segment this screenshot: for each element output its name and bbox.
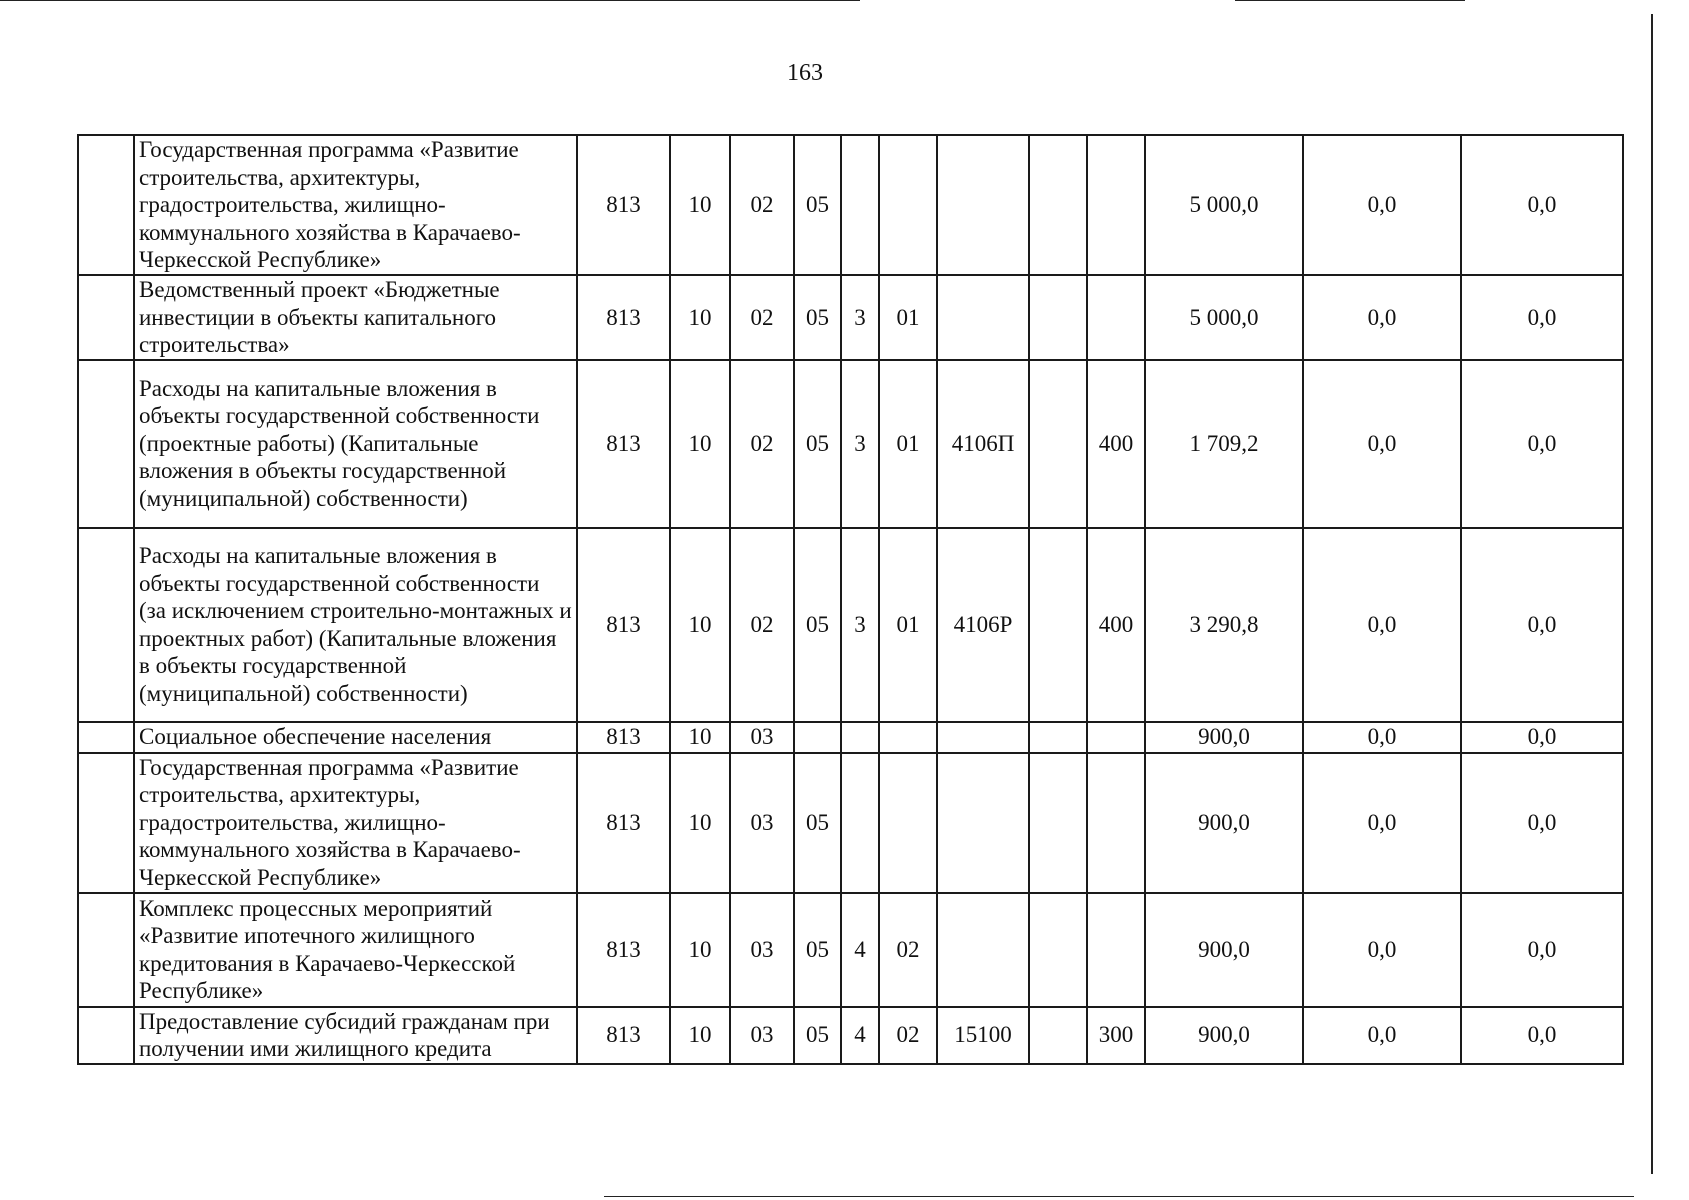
- code-program: 05: [794, 135, 841, 275]
- code-extra: [1029, 722, 1087, 753]
- row-name: Государственная программа «Развитие строительства, архитектуры, градостроительства, жилищно-коммунального хозяйства в Карачаево-Черкесской Республике»: [134, 753, 577, 893]
- code-program-type: 3: [841, 360, 879, 528]
- code-program-type: [841, 753, 879, 893]
- code-section: 10: [670, 275, 730, 360]
- row-name: Ведомственный проект «Бюджетные инвестиции в объекты капитального строительства»: [134, 275, 577, 360]
- code-structural-element: [879, 135, 937, 275]
- code-section: 10: [670, 1007, 730, 1064]
- code-program: 05: [794, 275, 841, 360]
- code-structural-element: 01: [879, 360, 937, 528]
- amount-year-3: 0,0: [1461, 893, 1623, 1007]
- amount-year-2: 0,0: [1303, 275, 1461, 360]
- code-expense-type: 400: [1087, 528, 1145, 722]
- code-extra: [1029, 528, 1087, 722]
- budget-table: [77, 134, 1624, 1065]
- code-program: [794, 722, 841, 753]
- code-subsection: 02: [730, 275, 794, 360]
- code-direction: 4106Р: [937, 528, 1029, 722]
- code-program: 05: [794, 1007, 841, 1064]
- code-extra: [1029, 135, 1087, 275]
- amount-year-3: 0,0: [1461, 275, 1623, 360]
- amount-year-3: 0,0: [1461, 135, 1623, 275]
- page-number: 163: [787, 60, 823, 86]
- row-name: Социальное обеспечение населения: [134, 722, 577, 753]
- code-admin: 813: [577, 893, 670, 1007]
- code-structural-element: 02: [879, 893, 937, 1007]
- code-structural-element: 01: [879, 275, 937, 360]
- amount-year-1: 900,0: [1145, 893, 1303, 1007]
- code-expense-type: [1087, 753, 1145, 893]
- code-direction: [937, 753, 1029, 893]
- amount-year-2: 0,0: [1303, 360, 1461, 528]
- amount-year-3: 0,0: [1461, 753, 1623, 893]
- code-expense-type: [1087, 722, 1145, 753]
- code-expense-type: [1087, 135, 1145, 275]
- amount-year-1: 5 000,0: [1145, 275, 1303, 360]
- row-marker-cell: [78, 528, 134, 722]
- row-name: Предоставление субсидий гражданам при получении ими жилищного кредита: [134, 1007, 577, 1064]
- table-row: [78, 360, 1623, 528]
- code-subsection: 03: [730, 753, 794, 893]
- row-name: Комплекс процессных мероприятий «Развитие ипотечного жилищного кредитования в Карачаево-Черкесской Республике»: [134, 893, 577, 1007]
- row-marker-cell: [78, 275, 134, 360]
- scan-edge-line: [1651, 14, 1653, 1174]
- row-marker-cell: [78, 722, 134, 753]
- row-marker-cell: [78, 1007, 134, 1064]
- code-program-type: 3: [841, 528, 879, 722]
- amount-year-3: 0,0: [1461, 528, 1623, 722]
- code-program: 05: [794, 893, 841, 1007]
- code-program-type: [841, 722, 879, 753]
- table-row: [78, 722, 1623, 753]
- row-name: Расходы на капитальные вложения в объекты государственной собственности (проектные работы) (Капитальные вложения в объекты государственной (муниципальной) собственности): [134, 360, 577, 528]
- code-direction: [937, 893, 1029, 1007]
- code-structural-element: [879, 722, 937, 753]
- code-program-type: 4: [841, 893, 879, 1007]
- code-direction: [937, 135, 1029, 275]
- code-expense-type: 300: [1087, 1007, 1145, 1064]
- code-extra: [1029, 893, 1087, 1007]
- code-program-type: 4: [841, 1007, 879, 1064]
- code-expense-type: [1087, 893, 1145, 1007]
- code-program: 05: [794, 360, 841, 528]
- code-structural-element: 02: [879, 1007, 937, 1064]
- code-program: 05: [794, 528, 841, 722]
- code-section: 10: [670, 135, 730, 275]
- row-marker-cell: [78, 753, 134, 893]
- code-admin: 813: [577, 528, 670, 722]
- code-expense-type: 400: [1087, 360, 1145, 528]
- code-direction: 15100: [937, 1007, 1029, 1064]
- table-row: [78, 753, 1623, 893]
- scan-edge-line: [604, 1196, 1634, 1197]
- code-extra: [1029, 275, 1087, 360]
- code-direction: 4106П: [937, 360, 1029, 528]
- code-program-type: 3: [841, 275, 879, 360]
- amount-year-3: 0,0: [1461, 360, 1623, 528]
- amount-year-1: 900,0: [1145, 753, 1303, 893]
- amount-year-1: 5 000,0: [1145, 135, 1303, 275]
- code-direction: [937, 275, 1029, 360]
- code-structural-element: [879, 753, 937, 893]
- row-name: Расходы на капитальные вложения в объекты государственной собственности (за исключением строительно-монтажных и проектных работ) (Капитальные вложения в объекты государственной (муниципальной) собственности): [134, 528, 577, 722]
- code-subsection: 03: [730, 893, 794, 1007]
- code-admin: 813: [577, 753, 670, 893]
- amount-year-3: 0,0: [1461, 1007, 1623, 1064]
- code-section: 10: [670, 753, 730, 893]
- scan-edge-line: [1235, 0, 1465, 1]
- code-section: 10: [670, 360, 730, 528]
- code-admin: 813: [577, 1007, 670, 1064]
- code-program-type: [841, 135, 879, 275]
- code-subsection: 02: [730, 528, 794, 722]
- amount-year-2: 0,0: [1303, 1007, 1461, 1064]
- table-row: [78, 275, 1623, 360]
- code-admin: 813: [577, 275, 670, 360]
- code-section: 10: [670, 722, 730, 753]
- code-admin: 813: [577, 722, 670, 753]
- amount-year-3: 0,0: [1461, 722, 1623, 753]
- scan-edge-line: [0, 0, 860, 1]
- row-name: Государственная программа «Развитие строительства, архитектуры, градостроительства, жилищно-коммунального хозяйства в Карачаево-Черкесской Республике»: [134, 135, 577, 275]
- row-marker-cell: [78, 893, 134, 1007]
- amount-year-2: 0,0: [1303, 135, 1461, 275]
- code-subsection: 03: [730, 1007, 794, 1064]
- code-program: 05: [794, 753, 841, 893]
- amount-year-1: 900,0: [1145, 722, 1303, 753]
- code-structural-element: 01: [879, 528, 937, 722]
- code-expense-type: [1087, 275, 1145, 360]
- amount-year-2: 0,0: [1303, 893, 1461, 1007]
- code-section: 10: [670, 893, 730, 1007]
- amount-year-1: 900,0: [1145, 1007, 1303, 1064]
- code-admin: 813: [577, 135, 670, 275]
- table-row: [78, 893, 1623, 1007]
- amount-year-1: 1 709,2: [1145, 360, 1303, 528]
- row-marker-cell: [78, 135, 134, 275]
- code-extra: [1029, 753, 1087, 893]
- code-admin: 813: [577, 360, 670, 528]
- table-row: [78, 528, 1623, 722]
- code-section: 10: [670, 528, 730, 722]
- table-row: [78, 1007, 1623, 1064]
- amount-year-2: 0,0: [1303, 528, 1461, 722]
- code-extra: [1029, 360, 1087, 528]
- table-row: [78, 135, 1623, 275]
- amount-year-2: 0,0: [1303, 722, 1461, 753]
- code-subsection: 03: [730, 722, 794, 753]
- amount-year-2: 0,0: [1303, 753, 1461, 893]
- code-extra: [1029, 1007, 1087, 1064]
- code-subsection: 02: [730, 360, 794, 528]
- code-direction: [937, 722, 1029, 753]
- amount-year-1: 3 290,8: [1145, 528, 1303, 722]
- code-subsection: 02: [730, 135, 794, 275]
- row-marker-cell: [78, 360, 134, 528]
